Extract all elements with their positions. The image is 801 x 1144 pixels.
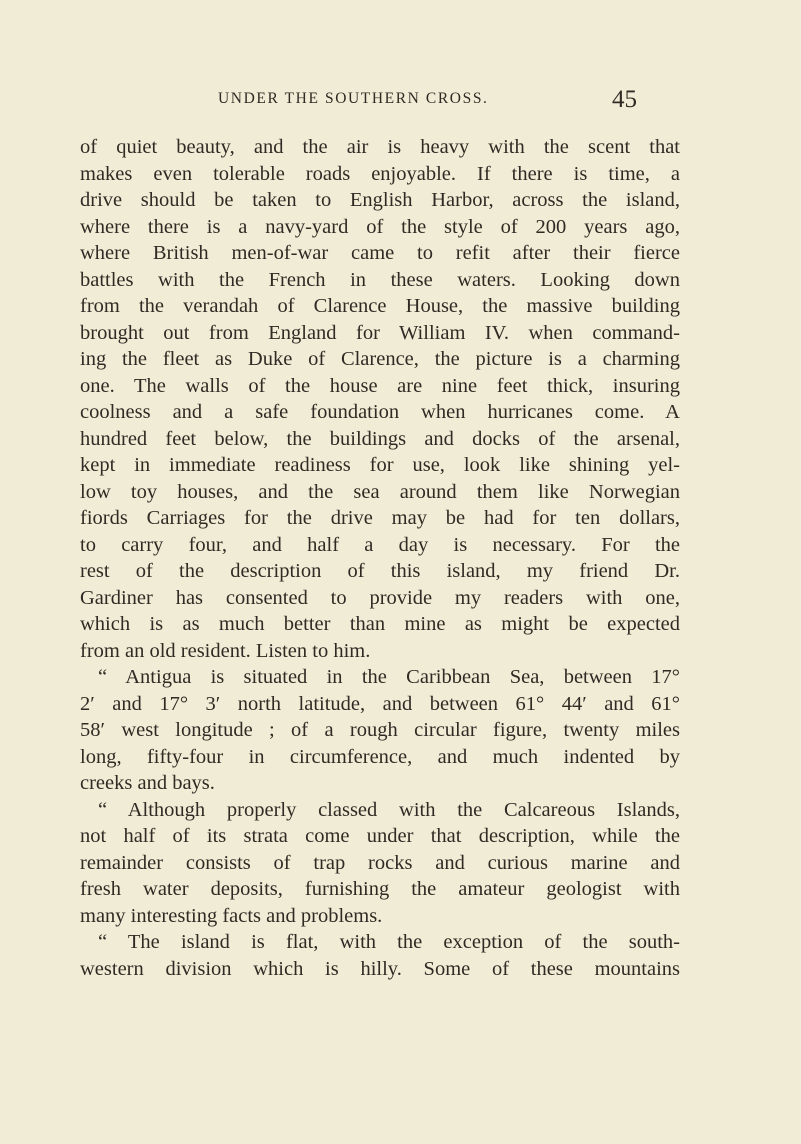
text-line: one. The walls of the house are nine feet thick, insuring — [80, 374, 680, 397]
text-line: Gardiner has consented to provide my readers with one, — [80, 586, 680, 609]
text-line: western division which is hilly. Some of these mountains — [80, 957, 680, 980]
text-line: creeks and bays. — [80, 772, 215, 794]
text-line: 2′ and 17° 3′ north latitude, and between 61° 44′ and 61° — [80, 692, 680, 715]
text-line: from the verandah of Clarence House, the massive building — [80, 295, 680, 317]
text-line: where British men-of-war came to refit after their fierce — [80, 242, 680, 264]
text-line: “ The island is flat, with the exception of the south- — [98, 931, 680, 953]
text-line: low toy houses, and the sea around them like Norwegian — [80, 480, 680, 503]
page-number: 45 — [612, 86, 637, 113]
running-head: UNDER THE SOUTHERN CROSS. — [218, 90, 489, 107]
text-line: many interesting facts and problems. — [80, 904, 383, 927]
text-line: “ Antigua is situated in the Caribbean Sea, between 17° — [98, 666, 680, 688]
text-line: which is as much better than mine as might be expected — [80, 613, 680, 635]
text-line: ing the fleet as Duke of Clarence, the picture is a charming — [80, 348, 680, 370]
text-line: to carry four, and half a day is necessary. For the — [80, 533, 680, 556]
text-line: kept in immediate readiness for use, look like shining yel- — [80, 454, 680, 476]
text-line: “ Although properly classed with the Calcareous Islands, — [98, 798, 680, 821]
text-line: where there is a navy-yard of the style of 200 years ago, — [80, 215, 680, 238]
page-header — [0, 86, 801, 126]
text-line: fiords Carriages for the drive may be had for ten dollars, — [80, 507, 680, 529]
text-line: makes even tolerable roads enjoyable. If there is time, a — [80, 162, 680, 185]
text-line: from an old resident. Listen to him. — [80, 639, 371, 662]
text-line: hundred feet below, the buildings and docks of the arsenal, — [80, 427, 680, 450]
text-line: not half of its strata come under that description, while the — [80, 825, 680, 847]
text-line: coolness and a safe foundation when hurricanes come. A — [80, 401, 680, 423]
text-line: long, fifty-four in circumference, and much indented by — [80, 745, 680, 768]
text-line: drive should be taken to English Harbor, across the island, — [80, 189, 680, 211]
body-text — [80, 134, 680, 982]
text-line: of quiet beauty, and the air is heavy with the scent that — [80, 136, 680, 158]
text-line: battles with the French in these waters. Looking down — [80, 268, 680, 291]
text-line: remainder consists of trap rocks and curious marine and — [80, 851, 680, 874]
text-line: brought out from England for William IV. when command- — [80, 321, 680, 344]
text-line: rest of the description of this island, my friend Dr. — [80, 560, 680, 582]
text-line: fresh water deposits, furnishing the amateur geologist with — [80, 878, 680, 900]
text-line: 58′ west longitude ; of a rough circular figure, twenty miles — [80, 719, 680, 741]
